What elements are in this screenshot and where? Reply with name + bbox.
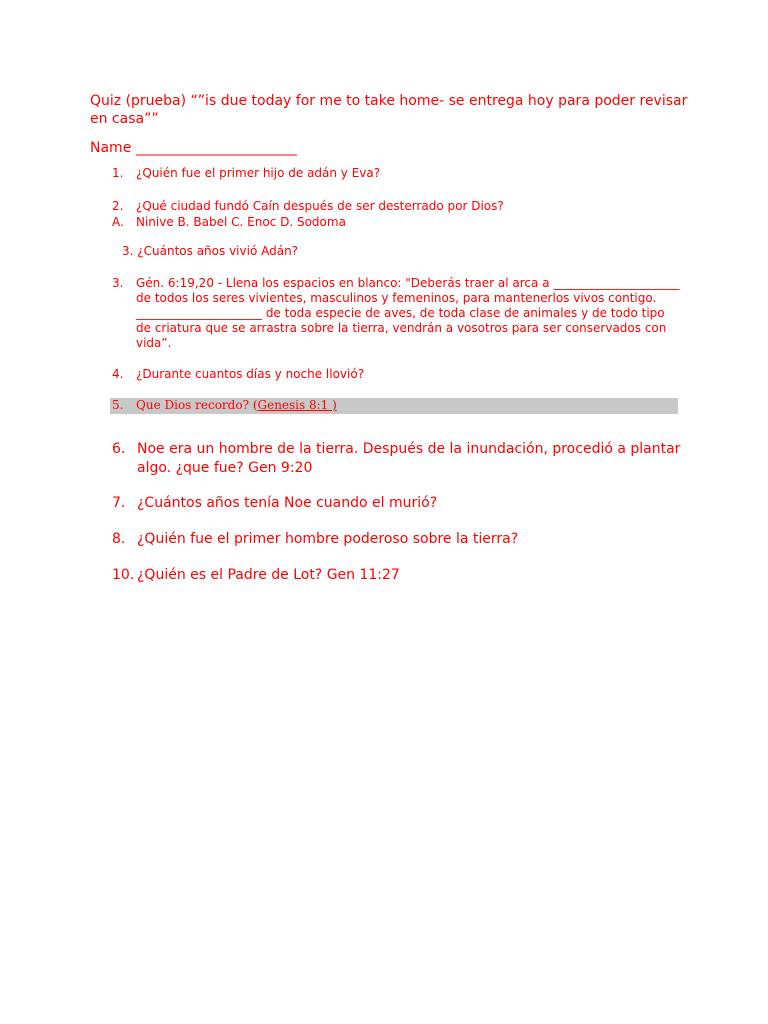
question-number: 6. xyxy=(112,441,126,457)
question-5 xyxy=(112,398,682,413)
question-text: ¿Cuántos años tenía Noe cuando el murió? xyxy=(137,495,438,511)
question-text: ¿Quién fue el primer hombre poderoso sobre la tierra? xyxy=(137,531,519,547)
choices-label: A. xyxy=(112,215,124,229)
answer-choices xyxy=(112,215,346,230)
question-number: 7. xyxy=(112,495,126,511)
question-text: ¿Cuántos años vivió Adán? xyxy=(137,244,299,258)
question-number: 1. xyxy=(112,166,124,180)
question-text: ¿Quién es el Padre de Lot? Gen 11:27 xyxy=(137,567,400,583)
quiz-title: Quiz (prueba) “”is due today for me to take home- se entrega hoy para poder revisar en casa”” xyxy=(90,93,688,127)
question-text: Gén. 6:19,20 - Llena los espacios en blanco: "Deberás traer al arca a _____________________ de todos los seres vivientes, masculinos y femeninos, para mantenerlos vivos contigo. _____________________ de toda especie de aves, de toda clase de animales y de todo tipo de criatura que se arrastra sobre la tierra, vendrán a vosotros para ser conservados con vida”. xyxy=(136,276,680,350)
question-text: ¿Qué ciudad fundó Caín después de ser desterrado por Dios? xyxy=(136,199,504,213)
question-number: 8. xyxy=(112,531,126,547)
question-number: 4. xyxy=(112,367,124,381)
question-3-indented xyxy=(122,244,298,259)
question-number: 3. xyxy=(112,276,124,290)
question-text: Que Dios recordo? ( xyxy=(136,398,258,412)
name-field-label: Name _______________________ xyxy=(90,140,297,156)
question-6 xyxy=(112,440,682,478)
genesis-link[interactable]: Genesis 8:1 ) xyxy=(257,398,337,412)
question-fill-blank xyxy=(112,276,682,351)
question-1 xyxy=(112,166,682,181)
choices-text: Ninive B. Babel C. Enoc D. Sodoma xyxy=(136,215,346,229)
question-8 xyxy=(112,530,682,549)
question-number: 5. xyxy=(112,398,124,412)
question-7 xyxy=(112,494,682,513)
question-number: 2. xyxy=(112,199,124,213)
question-text: Noe era un hombre de la tierra. Después de la inundación, procedió a plantar algo. ¿que fue? Gen 9:20 xyxy=(137,441,681,476)
question-10 xyxy=(112,566,682,585)
question-2 xyxy=(112,199,682,214)
question-text-wrap xyxy=(136,398,682,413)
question-number: 10. xyxy=(112,567,135,583)
question-4 xyxy=(112,367,682,382)
question-text: ¿Quién fue el primer hijo de adán y Eva? xyxy=(136,166,381,180)
question-text: ¿Durante cuantos días y noche llovió? xyxy=(136,367,365,381)
question-number: 3. xyxy=(122,244,134,258)
